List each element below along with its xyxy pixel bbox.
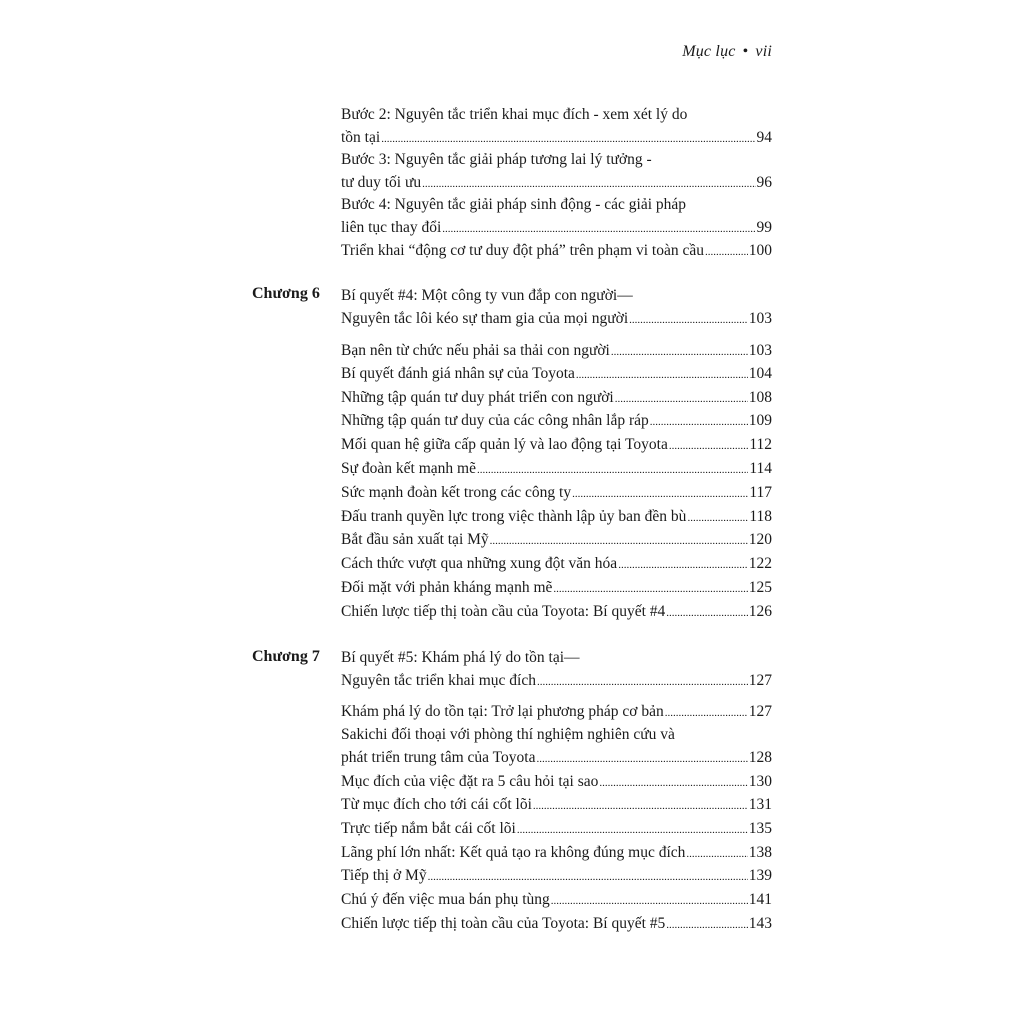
- entry-page: 130: [748, 773, 772, 790]
- toc-entry: [341, 239, 772, 264]
- dot-leader: [666, 914, 747, 937]
- entry-page: 103: [748, 342, 772, 359]
- section-title: Mục lục: [682, 43, 736, 60]
- toc-entry: [341, 864, 772, 889]
- toc-entry: [341, 817, 772, 842]
- entry-page: 99: [756, 219, 772, 236]
- running-head: [682, 43, 772, 61]
- entry-page: 118: [749, 508, 772, 525]
- dot-leader: [477, 459, 748, 482]
- entry-page: 109: [748, 412, 772, 429]
- entry-text: Mối quan hệ giữa cấp quản lý và lao động tại Toyota: [341, 436, 668, 453]
- entry-text: Chiến lược tiếp thị toàn cầu của Toyota: Bí quyết #4: [341, 603, 666, 620]
- entry-text: Chú ý đến việc mua bán phụ tùng: [341, 891, 550, 908]
- toc-entry: [341, 770, 772, 795]
- entry-text: Triển khai “động cơ tư duy đột phá” trên phạm vi toàn cầu: [341, 242, 704, 259]
- entry-page: 117: [749, 484, 772, 501]
- entry-page: 120: [748, 531, 772, 548]
- entry-text: Bí quyết đánh giá nhân sự của Toyota: [341, 365, 575, 382]
- toc-entry: [341, 339, 772, 364]
- toc-entry: [341, 505, 772, 530]
- entry-text: Chiến lược tiếp thị toàn cầu của Toyota: Bí quyết #5: [341, 915, 666, 932]
- entry-page: 94: [756, 129, 772, 146]
- entry-text: Tiếp thị ở Mỹ: [341, 867, 427, 884]
- entry-page: 104: [748, 365, 772, 382]
- entry-page: 127: [748, 672, 772, 689]
- dot-leader: [618, 554, 748, 577]
- entry-text: liên tục thay đổi: [341, 219, 442, 236]
- chapter-label: Chương 6: [252, 285, 320, 302]
- dot-leader: [553, 578, 747, 601]
- chapter-label: Chương 7: [252, 648, 320, 665]
- entry-text: Khám phá lý do tồn tại: Trở lại phương pháp cơ bản: [341, 703, 664, 720]
- entry-text: Bạn nên từ chức nếu phải sa thải con người: [341, 342, 610, 359]
- entry-page: 138: [748, 844, 772, 861]
- entry-page: 127: [748, 703, 772, 720]
- entry-page: 114: [749, 460, 772, 477]
- toc-entry: [341, 193, 772, 241]
- toc-entry: [341, 841, 772, 866]
- dot-leader: [629, 309, 748, 332]
- dot-leader: [650, 411, 748, 434]
- entry-text: Sức mạnh đoàn kết trong các công ty: [341, 484, 572, 501]
- entry-text: tư duy tối ưu: [341, 174, 422, 191]
- dot-leader: [490, 530, 748, 553]
- entry-text: Bước 3: Nguyên tắc giải pháp tương lai lý tưởng -: [341, 151, 652, 168]
- dot-leader: [686, 843, 747, 866]
- chapter-title-entry: [341, 646, 772, 694]
- entry-text: Từ mục đích cho tới cái cốt lõi: [341, 796, 532, 813]
- entry-text: Đấu tranh quyền lực trong việc thành lập ủy ban đền bù: [341, 508, 687, 525]
- toc-entry: [341, 528, 772, 553]
- entry-text: Bước 2: Nguyên tắc triển khai mục đích - xem xét lý do: [341, 106, 688, 123]
- toc-entry: [341, 103, 772, 151]
- toc-entry: [341, 552, 772, 577]
- toc-entry: [341, 148, 772, 196]
- entry-text: Những tập quán tư duy của các công nhân lắp ráp: [341, 412, 649, 429]
- dot-leader: [665, 702, 748, 725]
- toc-entry: [341, 600, 772, 625]
- entry-text: Mục đích của việc đặt ra 5 câu hỏi tại sao: [341, 773, 599, 790]
- chapter-title-entry: [341, 284, 772, 332]
- entry-text: Trực tiếp nắm bắt cái cốt lõi: [341, 820, 516, 837]
- entry-text: Lãng phí lớn nhất: Kết quả tạo ra không đúng mục đích: [341, 844, 686, 861]
- dot-leader: [615, 388, 748, 411]
- entry-text: Sakichi đối thoại với phòng thí nghiệm nghiên cứu và: [341, 726, 675, 743]
- entry-text: Nguyên tắc triển khai mục đích: [341, 672, 536, 689]
- entry-page: 108: [748, 389, 772, 406]
- toc-entry: [341, 723, 772, 771]
- separator-bullet: •: [742, 43, 749, 60]
- dot-leader: [536, 748, 747, 771]
- toc-entry: [341, 362, 772, 387]
- dot-leader: [537, 671, 748, 694]
- toc-entry: [341, 912, 772, 937]
- toc-entry: [341, 386, 772, 411]
- toc-entry: [341, 433, 772, 458]
- toc-entry: [341, 481, 772, 506]
- entry-text: Sự đoàn kết mạnh mẽ: [341, 460, 476, 477]
- dot-leader: [687, 507, 748, 530]
- entry-text: Bước 4: Nguyên tắc giải pháp sinh động - các giải pháp: [341, 196, 687, 213]
- dot-leader: [669, 435, 748, 458]
- entry-page: 100: [748, 242, 772, 259]
- toc-entry: [341, 576, 772, 601]
- entry-page: 135: [748, 820, 772, 837]
- toc-entry: [341, 700, 772, 725]
- entry-page: 141: [748, 891, 772, 908]
- entry-text: phát triển trung tâm của Toyota: [341, 749, 536, 766]
- entry-page: 122: [748, 555, 772, 572]
- entry-page: 131: [748, 796, 772, 813]
- entry-page: 96: [756, 174, 772, 191]
- entry-page: 103: [748, 310, 772, 327]
- entry-page: 128: [748, 749, 772, 766]
- dot-leader: [666, 602, 747, 625]
- entry-text: Nguyên tắc lôi kéo sự tham gia của mọi người: [341, 310, 629, 327]
- entry-page: 139: [748, 867, 772, 884]
- entry-text: Bí quyết #4: Một công ty vun đắp con người—: [341, 287, 633, 304]
- entry-page: 112: [749, 436, 772, 453]
- entry-page: 125: [748, 579, 772, 596]
- entry-text: Cách thức vượt qua những xung đột văn hóa: [341, 555, 618, 572]
- dot-leader: [428, 866, 748, 889]
- entry-page: 143: [748, 915, 772, 932]
- dot-leader: [576, 364, 748, 387]
- entry-text: tồn tại: [341, 129, 381, 146]
- toc-entry: [341, 888, 772, 913]
- entry-text: Những tập quán tư duy phát triển con người: [341, 389, 614, 406]
- dot-leader: [517, 819, 748, 842]
- entry-page: 126: [748, 603, 772, 620]
- dot-leader: [442, 218, 755, 241]
- dot-leader: [551, 890, 748, 913]
- dot-leader: [572, 483, 748, 506]
- toc-entry: [341, 409, 772, 434]
- dot-leader: [705, 241, 748, 264]
- entry-text: Bí quyết #5: Khám phá lý do tồn tại—: [341, 649, 580, 666]
- toc-entry: [341, 793, 772, 818]
- dot-leader: [599, 772, 747, 795]
- dot-leader: [533, 795, 748, 818]
- entry-text: Bắt đầu sản xuất tại Mỹ: [341, 531, 489, 548]
- toc-entry: [341, 457, 772, 482]
- entry-text: Đối mặt với phản kháng mạnh mẽ: [341, 579, 553, 596]
- dot-leader: [611, 341, 748, 364]
- page-number: vii: [755, 43, 772, 60]
